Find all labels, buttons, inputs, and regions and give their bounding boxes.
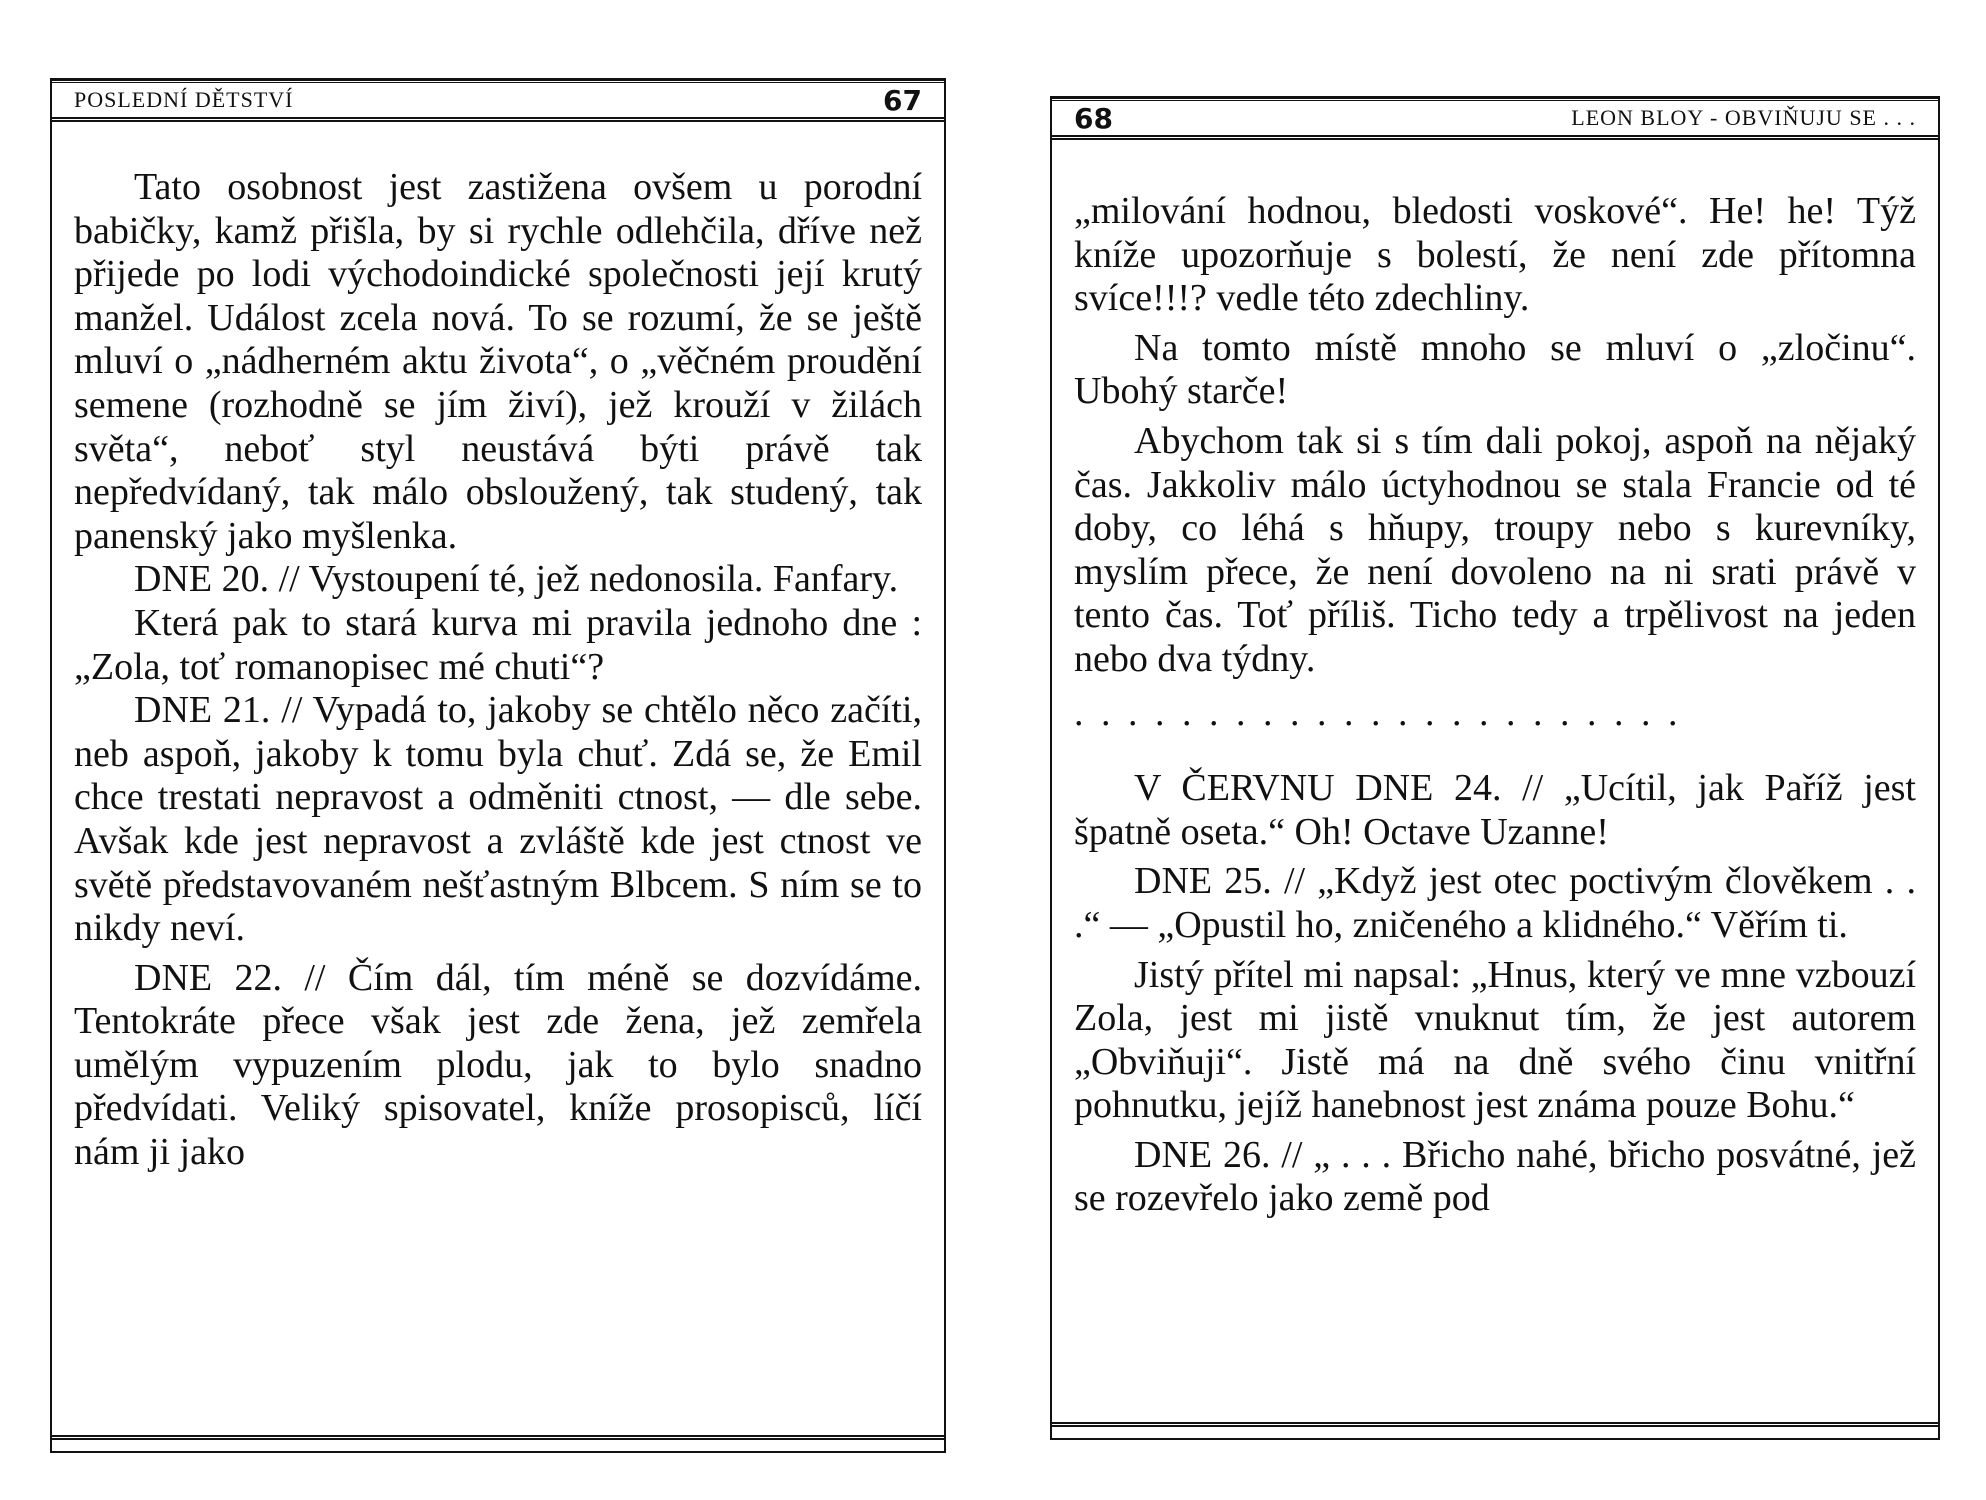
paragraph: DNE 22. // Čím dál, tím méně se dozvídáme. Tentokráte přece však jest zde žena, jež zemřela umělým vypuzením plodu, jak to bylo snadno předvídati. Veliký spisovatel, kníže prosopisců, líčí nám ji jako: [74, 956, 922, 1174]
paragraph: Tato osobnost jest zastižena ovšem u porodní babičky, kamž přišla, by si rychle odlehčila, dříve než přijede po lodi východoindické společnosti její krutý manžel. Událost zcela nová. To se rozumí, že se ještě mluví o „nádherném aktu života“, o „věčném proudění semene (rozhodně se jím živí), jež krouží v žilách světa“, neboť styl neustává býti právě tak nepředvídaný, tak málo obsloužený, tak studený, tak panenský jako myšlenka.: [74, 166, 922, 557]
left-page: [50, 78, 946, 1453]
bottom-rule: [52, 1435, 944, 1451]
ellipsis-divider: . . . . . . . . . . . . . . . . . . . . . . .: [1074, 691, 1682, 734]
running-title: LEON BLOY - OBVIŇUJU SE . . .: [1571, 105, 1916, 130]
paragraph: Která pak to stará kurva mi pravila jednoho dne : „Zola, toť romanopisec mé chuti“?: [74, 601, 922, 688]
bottom-rule: [1052, 1422, 1938, 1438]
page-number: 68: [1074, 101, 1113, 135]
right-page-header: [1052, 98, 1938, 140]
paragraph: DNE 25. // „Když jest otec poctivým člověkem . . .“ — „Opustil ho, zničeného a klidného.“ Věřím ti.: [1074, 860, 1916, 946]
paragraph: „milování hodnou, bledosti voskové“. He! he! Týž kníže upozorňuje s bolestí, že není zde přítomna svíce!!!? vedle této zdechliny.: [1074, 190, 1916, 320]
paragraph: Abychom tak si s tím dali pokoj, aspoň na nějaký čas. Jakkoliv málo úctyhodnou se stala Francie od té doby, co léhá s hňupy, troupy nebo s kurevníky, myslím přece, že není dovoleno na ni srati právě v tento čas. Toť příliš. Ticho tedy a trpělivost na jeden nebo dva týdny.: [1074, 419, 1916, 680]
paragraph: V ČERVNU DNE 24. // „Ucítil, jak Paříž jest špatně oseta.“ Oh! Octave Uzanne!: [1074, 767, 1916, 853]
right-page-text: [1074, 190, 1916, 1221]
page-number: 67: [883, 83, 922, 117]
running-title: POSLEDNÍ DĚTSTVÍ: [74, 87, 294, 112]
right-page: [1050, 96, 1940, 1440]
paragraph: Na tomto místě mnoho se mluví o „zločinu“. Ubohý starče!: [1074, 326, 1916, 413]
paragraph: DNE 21. // Vypadá to, jakoby se chtělo něco začíti, neb aspoň, jakoby k tomu byla chuť. Zdá se, že Emil chce trestati nepravost a odměniti ctnost, — dle sebe. Avšak kde jest nepravost a zvláště kde jest ctnost ve světě představovaném nešťastným Blbcem. S ním se to nikdy neví.: [74, 689, 922, 950]
paragraph: DNE 26. // „ . . . Břicho nahé, břicho posvátné, jež se rozevřelo jako země pod: [1074, 1133, 1916, 1220]
paragraph: Jistý přítel mi napsal: „Hnus, který ve mne vzbouzí Zola, jest mi jistě vnuknut tím, že jest autorem „Obviňuji“. Jistě má na dně svého činu vnitřní pohnutku, jejíž hanebnost jest známa pouze Bohu.“: [1074, 953, 1916, 1127]
left-page-text: [74, 166, 922, 1175]
paragraph: DNE 20. // Vystoupení té, jež nedonosila. Fanfary.: [134, 558, 899, 601]
left-page-header: [52, 80, 944, 122]
